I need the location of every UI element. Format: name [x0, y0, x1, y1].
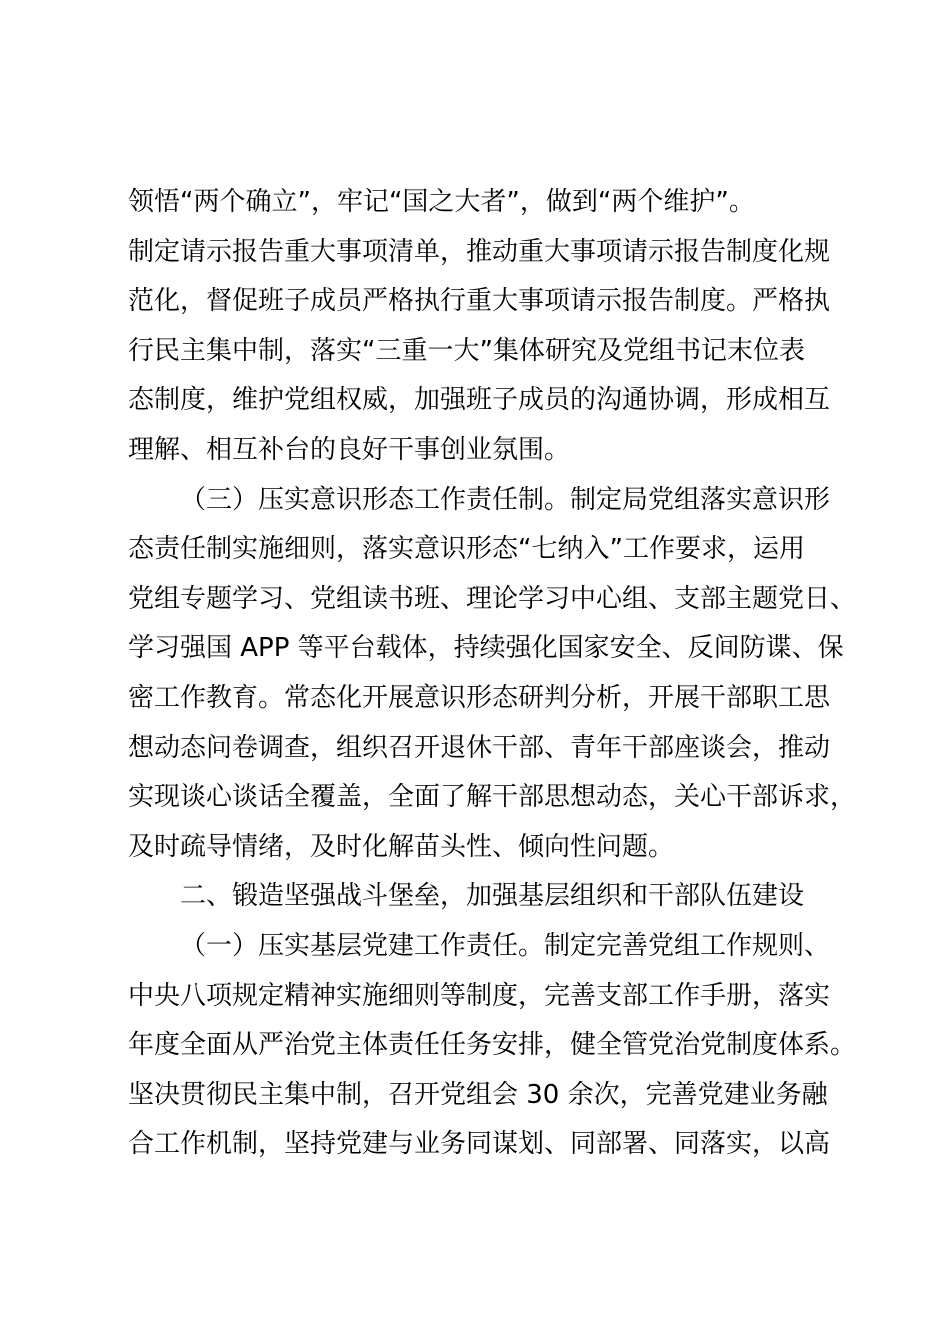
text-line: 想动态问卷调查，组织召开退休干部、青年干部座谈会，推动 — [128, 732, 831, 763]
text-line: 学习强国 APP 等平台载体，持续强化国家安全、反间防谍、保 — [128, 633, 844, 664]
body-text — [128, 178, 857, 1170]
text-line: 中央八项规定精神实施细则等制度，完善支部工作手册，落实 — [128, 980, 831, 1011]
text-line: 年度全面从严治党主体责任任务安排，健全管党治党制度体系。 — [128, 1030, 857, 1061]
section-heading: 二、锻造坚强战斗堡垒，加强基层组织和干部队伍建设 — [180, 881, 805, 912]
paragraph-start-line: （三）压实意识形态工作责任制。制定局党组落实意识形 — [180, 484, 831, 515]
paragraph-start-line: （一）压实基层党建工作责任。制定完善党组工作规则、 — [180, 930, 831, 961]
text-line: 合工作机制，坚持党建与业务同谋划、同部署、同落实，以高 — [128, 1129, 831, 1160]
text-line: 态制度，维护党组权威，加强班子成员的沟通协调，形成相互 — [128, 385, 831, 416]
text-line: 及时疏导情绪，及时化解苗头性、倾向性问题。 — [128, 831, 675, 862]
text-line: 密工作教育。常态化开展意识形态研判分析，开展干部职工思 — [128, 682, 831, 713]
text-line: 范化，督促班子成员严格执行重大事项请示报告制度。严格执 — [128, 286, 831, 317]
text-line: 领悟“两个确立”，牢记“国之大者”，做到“两个维护”。 — [128, 187, 755, 217]
text-line: 态责任制实施细则，落实意识形态“七纳入”工作要求，运用 — [128, 534, 805, 565]
text-line: 制定请示报告重大事项清单，推动重大事项请示报告制度化规 — [128, 236, 831, 267]
text-line: 坚决贯彻民主集中制，召开党组会 30 余次，完善党建业务融 — [128, 1079, 828, 1110]
text-line: 党组专题学习、党组读书班、理论学习中心组、支部主题党日、 — [128, 583, 857, 614]
text-line: 理解、相互补台的良好干事创业氛围。 — [128, 434, 571, 465]
text-line: 行民主集中制，落实“三重一大”集体研究及党组书记末位表 — [128, 335, 805, 366]
text-line: 实现谈心谈话全覆盖，全面了解干部思想动态，关心干部诉求， — [128, 782, 857, 813]
